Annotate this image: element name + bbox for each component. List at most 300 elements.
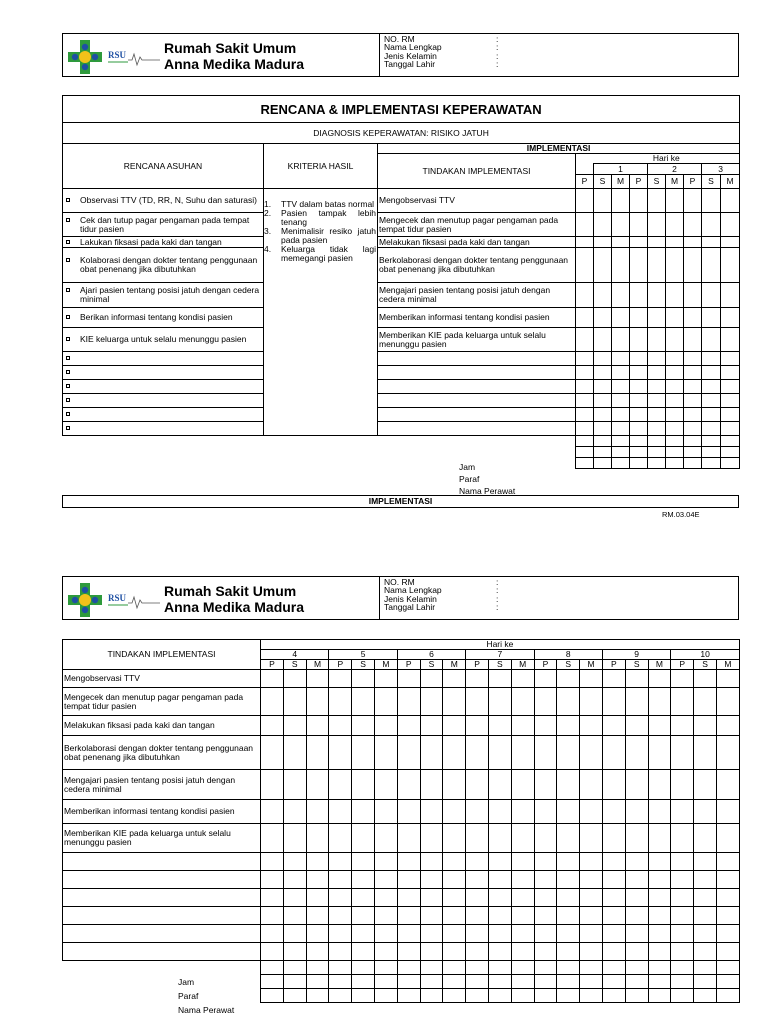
footer-cell[interactable] xyxy=(397,961,420,975)
shift-cell[interactable] xyxy=(630,422,648,436)
shift-cell[interactable] xyxy=(625,943,648,961)
shift-cell[interactable] xyxy=(702,237,721,248)
shift-cell[interactable] xyxy=(684,237,702,248)
shift-cell[interactable] xyxy=(612,422,630,436)
shift-cell[interactable] xyxy=(397,770,420,800)
shift-cell[interactable] xyxy=(612,394,630,408)
shift-cell[interactable] xyxy=(443,889,466,907)
footer-cell[interactable] xyxy=(557,989,580,1003)
shift-cell[interactable] xyxy=(397,824,420,853)
footer-cell[interactable] xyxy=(488,961,511,975)
footer-cell[interactable] xyxy=(534,975,557,989)
footer-cell[interactable] xyxy=(648,975,671,989)
footer-cell[interactable] xyxy=(283,989,306,1003)
shift-cell[interactable] xyxy=(306,716,329,736)
shift-cell[interactable] xyxy=(648,889,671,907)
shift-cell[interactable] xyxy=(374,871,397,889)
footer-cell[interactable] xyxy=(648,961,671,975)
shift-cell[interactable] xyxy=(329,889,352,907)
shift-cell[interactable] xyxy=(702,213,721,237)
footer-cell[interactable] xyxy=(671,975,694,989)
shift-cell[interactable] xyxy=(625,871,648,889)
footer-cell[interactable] xyxy=(511,961,534,975)
shift-cell[interactable] xyxy=(630,394,648,408)
shift-cell[interactable] xyxy=(443,736,466,770)
shift-cell[interactable] xyxy=(648,853,671,871)
footer-cell[interactable] xyxy=(702,458,721,469)
shift-cell[interactable] xyxy=(721,352,740,366)
footer-cell[interactable] xyxy=(261,975,284,989)
shift-cell[interactable] xyxy=(648,943,671,961)
shift-cell[interactable] xyxy=(352,716,375,736)
shift-cell[interactable] xyxy=(580,716,603,736)
footer-cell[interactable] xyxy=(721,447,740,458)
shift-cell[interactable] xyxy=(694,871,717,889)
shift-cell[interactable] xyxy=(306,871,329,889)
footer-cell[interactable] xyxy=(684,447,702,458)
shift-cell[interactable] xyxy=(716,853,739,871)
shift-cell[interactable] xyxy=(374,925,397,943)
footer-cell[interactable] xyxy=(716,989,739,1003)
shift-cell[interactable] xyxy=(594,248,612,283)
shift-cell[interactable] xyxy=(671,800,694,824)
shift-cell[interactable] xyxy=(511,824,534,853)
shift-cell[interactable] xyxy=(580,800,603,824)
shift-cell[interactable] xyxy=(329,800,352,824)
shift-cell[interactable] xyxy=(630,308,648,328)
shift-cell[interactable] xyxy=(488,824,511,853)
shift-cell[interactable] xyxy=(443,770,466,800)
shift-cell[interactable] xyxy=(397,871,420,889)
shift-cell[interactable] xyxy=(511,800,534,824)
shift-cell[interactable] xyxy=(580,943,603,961)
shift-cell[interactable] xyxy=(684,408,702,422)
shift-cell[interactable] xyxy=(534,853,557,871)
shift-cell[interactable] xyxy=(488,670,511,688)
footer-cell[interactable] xyxy=(329,961,352,975)
shift-cell[interactable] xyxy=(488,871,511,889)
shift-cell[interactable] xyxy=(466,800,489,824)
footer-cell[interactable] xyxy=(594,436,612,447)
shift-cell[interactable] xyxy=(420,770,443,800)
footer-cell[interactable] xyxy=(594,458,612,469)
shift-cell[interactable] xyxy=(666,422,684,436)
footer-cell[interactable] xyxy=(534,961,557,975)
shift-cell[interactable] xyxy=(511,889,534,907)
shift-cell[interactable] xyxy=(306,907,329,925)
shift-cell[interactable] xyxy=(306,853,329,871)
shift-cell[interactable] xyxy=(594,328,612,352)
shift-cell[interactable] xyxy=(488,907,511,925)
footer-cell[interactable] xyxy=(488,989,511,1003)
shift-cell[interactable] xyxy=(420,889,443,907)
footer-cell[interactable] xyxy=(666,447,684,458)
footer-cell[interactable] xyxy=(602,975,625,989)
footer-cell[interactable] xyxy=(534,989,557,1003)
shift-cell[interactable] xyxy=(306,925,329,943)
shift-cell[interactable] xyxy=(580,824,603,853)
shift-cell[interactable] xyxy=(580,688,603,716)
shift-cell[interactable] xyxy=(306,889,329,907)
shift-cell[interactable] xyxy=(594,366,612,380)
shift-cell[interactable] xyxy=(329,716,352,736)
shift-cell[interactable] xyxy=(352,925,375,943)
shift-cell[interactable] xyxy=(666,366,684,380)
shift-cell[interactable] xyxy=(374,824,397,853)
shift-cell[interactable] xyxy=(261,800,284,824)
footer-cell[interactable] xyxy=(716,975,739,989)
shift-cell[interactable] xyxy=(261,770,284,800)
shift-cell[interactable] xyxy=(671,889,694,907)
shift-cell[interactable] xyxy=(694,853,717,871)
shift-cell[interactable] xyxy=(466,716,489,736)
footer-cell[interactable] xyxy=(420,989,443,1003)
shift-cell[interactable] xyxy=(443,943,466,961)
footer-cell[interactable] xyxy=(671,989,694,1003)
shift-cell[interactable] xyxy=(557,800,580,824)
shift-cell[interactable] xyxy=(648,366,666,380)
shift-cell[interactable] xyxy=(352,770,375,800)
footer-cell[interactable] xyxy=(684,458,702,469)
footer-cell[interactable] xyxy=(648,989,671,1003)
footer-cell[interactable] xyxy=(576,458,594,469)
shift-cell[interactable] xyxy=(261,824,284,853)
shift-cell[interactable] xyxy=(694,770,717,800)
shift-cell[interactable] xyxy=(625,907,648,925)
footer-cell[interactable] xyxy=(397,975,420,989)
shift-cell[interactable] xyxy=(534,889,557,907)
shift-cell[interactable] xyxy=(534,800,557,824)
shift-cell[interactable] xyxy=(261,688,284,716)
footer-cell[interactable] xyxy=(306,975,329,989)
footer-cell[interactable] xyxy=(580,975,603,989)
shift-cell[interactable] xyxy=(612,328,630,352)
shift-cell[interactable] xyxy=(694,688,717,716)
shift-cell[interactable] xyxy=(443,800,466,824)
shift-cell[interactable] xyxy=(671,925,694,943)
shift-cell[interactable] xyxy=(261,871,284,889)
shift-cell[interactable] xyxy=(702,408,721,422)
shift-cell[interactable] xyxy=(261,889,284,907)
shift-cell[interactable] xyxy=(466,824,489,853)
shift-cell[interactable] xyxy=(648,907,671,925)
shift-cell[interactable] xyxy=(511,736,534,770)
footer-cell[interactable] xyxy=(576,436,594,447)
footer-cell[interactable] xyxy=(648,436,666,447)
footer-cell[interactable] xyxy=(420,961,443,975)
footer-cell[interactable] xyxy=(374,975,397,989)
shift-cell[interactable] xyxy=(576,422,594,436)
shift-cell[interactable] xyxy=(488,770,511,800)
shift-cell[interactable] xyxy=(283,907,306,925)
footer-cell[interactable] xyxy=(283,975,306,989)
shift-cell[interactable] xyxy=(684,328,702,352)
shift-cell[interactable] xyxy=(329,670,352,688)
shift-cell[interactable] xyxy=(721,366,740,380)
shift-cell[interactable] xyxy=(283,670,306,688)
shift-cell[interactable] xyxy=(594,213,612,237)
shift-cell[interactable] xyxy=(671,824,694,853)
footer-cell[interactable] xyxy=(443,975,466,989)
shift-cell[interactable] xyxy=(557,716,580,736)
shift-cell[interactable] xyxy=(397,670,420,688)
shift-cell[interactable] xyxy=(602,688,625,716)
shift-cell[interactable] xyxy=(671,853,694,871)
shift-cell[interactable] xyxy=(283,943,306,961)
shift-cell[interactable] xyxy=(648,736,671,770)
footer-cell[interactable] xyxy=(594,447,612,458)
shift-cell[interactable] xyxy=(648,422,666,436)
shift-cell[interactable] xyxy=(684,283,702,308)
footer-cell[interactable] xyxy=(602,989,625,1003)
shift-cell[interactable] xyxy=(576,328,594,352)
shift-cell[interactable] xyxy=(283,716,306,736)
shift-cell[interactable] xyxy=(594,189,612,213)
footer-cell[interactable] xyxy=(466,989,489,1003)
shift-cell[interactable] xyxy=(420,871,443,889)
shift-cell[interactable] xyxy=(671,688,694,716)
footer-cell[interactable] xyxy=(648,458,666,469)
shift-cell[interactable] xyxy=(397,943,420,961)
shift-cell[interactable] xyxy=(511,853,534,871)
shift-cell[interactable] xyxy=(594,237,612,248)
shift-cell[interactable] xyxy=(466,736,489,770)
shift-cell[interactable] xyxy=(721,283,740,308)
footer-cell[interactable] xyxy=(702,436,721,447)
shift-cell[interactable] xyxy=(576,248,594,283)
shift-cell[interactable] xyxy=(352,670,375,688)
shift-cell[interactable] xyxy=(648,189,666,213)
shift-cell[interactable] xyxy=(648,925,671,943)
footer-cell[interactable] xyxy=(443,961,466,975)
shift-cell[interactable] xyxy=(352,688,375,716)
shift-cell[interactable] xyxy=(702,283,721,308)
footer-cell[interactable] xyxy=(684,436,702,447)
shift-cell[interactable] xyxy=(716,688,739,716)
shift-cell[interactable] xyxy=(329,736,352,770)
footer-cell[interactable] xyxy=(625,989,648,1003)
shift-cell[interactable] xyxy=(306,688,329,716)
footer-cell[interactable] xyxy=(580,961,603,975)
shift-cell[interactable] xyxy=(306,943,329,961)
shift-cell[interactable] xyxy=(283,889,306,907)
shift-cell[interactable] xyxy=(630,380,648,394)
shift-cell[interactable] xyxy=(684,352,702,366)
shift-cell[interactable] xyxy=(648,824,671,853)
shift-cell[interactable] xyxy=(420,736,443,770)
shift-cell[interactable] xyxy=(420,925,443,943)
shift-cell[interactable] xyxy=(557,925,580,943)
shift-cell[interactable] xyxy=(612,283,630,308)
shift-cell[interactable] xyxy=(625,716,648,736)
footer-cell[interactable] xyxy=(261,989,284,1003)
shift-cell[interactable] xyxy=(694,736,717,770)
shift-cell[interactable] xyxy=(721,248,740,283)
shift-cell[interactable] xyxy=(466,770,489,800)
footer-cell[interactable] xyxy=(630,436,648,447)
shift-cell[interactable] xyxy=(329,925,352,943)
footer-cell[interactable] xyxy=(630,458,648,469)
shift-cell[interactable] xyxy=(557,770,580,800)
shift-cell[interactable] xyxy=(594,308,612,328)
shift-cell[interactable] xyxy=(374,943,397,961)
shift-cell[interactable] xyxy=(716,871,739,889)
footer-cell[interactable] xyxy=(671,961,694,975)
shift-cell[interactable] xyxy=(612,213,630,237)
shift-cell[interactable] xyxy=(630,189,648,213)
shift-cell[interactable] xyxy=(576,380,594,394)
shift-cell[interactable] xyxy=(443,925,466,943)
shift-cell[interactable] xyxy=(684,213,702,237)
shift-cell[interactable] xyxy=(666,248,684,283)
shift-cell[interactable] xyxy=(684,422,702,436)
footer-cell[interactable] xyxy=(694,961,717,975)
shift-cell[interactable] xyxy=(443,871,466,889)
shift-cell[interactable] xyxy=(420,943,443,961)
shift-cell[interactable] xyxy=(666,394,684,408)
shift-cell[interactable] xyxy=(648,248,666,283)
shift-cell[interactable] xyxy=(466,871,489,889)
shift-cell[interactable] xyxy=(534,925,557,943)
shift-cell[interactable] xyxy=(602,871,625,889)
shift-cell[interactable] xyxy=(721,328,740,352)
shift-cell[interactable] xyxy=(580,853,603,871)
shift-cell[interactable] xyxy=(397,716,420,736)
shift-cell[interactable] xyxy=(534,688,557,716)
shift-cell[interactable] xyxy=(576,408,594,422)
shift-cell[interactable] xyxy=(534,943,557,961)
shift-cell[interactable] xyxy=(612,308,630,328)
shift-cell[interactable] xyxy=(702,248,721,283)
shift-cell[interactable] xyxy=(612,189,630,213)
shift-cell[interactable] xyxy=(329,943,352,961)
shift-cell[interactable] xyxy=(602,907,625,925)
shift-cell[interactable] xyxy=(666,408,684,422)
footer-cell[interactable] xyxy=(557,961,580,975)
shift-cell[interactable] xyxy=(488,716,511,736)
shift-cell[interactable] xyxy=(625,800,648,824)
shift-cell[interactable] xyxy=(283,736,306,770)
shift-cell[interactable] xyxy=(261,853,284,871)
shift-cell[interactable] xyxy=(420,853,443,871)
shift-cell[interactable] xyxy=(684,189,702,213)
shift-cell[interactable] xyxy=(283,871,306,889)
shift-cell[interactable] xyxy=(648,871,671,889)
shift-cell[interactable] xyxy=(612,248,630,283)
shift-cell[interactable] xyxy=(702,380,721,394)
footer-cell[interactable] xyxy=(630,447,648,458)
shift-cell[interactable] xyxy=(612,352,630,366)
shift-cell[interactable] xyxy=(557,943,580,961)
shift-cell[interactable] xyxy=(694,889,717,907)
footer-cell[interactable] xyxy=(466,961,489,975)
shift-cell[interactable] xyxy=(420,670,443,688)
shift-cell[interactable] xyxy=(261,736,284,770)
shift-cell[interactable] xyxy=(671,907,694,925)
shift-cell[interactable] xyxy=(374,688,397,716)
shift-cell[interactable] xyxy=(443,907,466,925)
shift-cell[interactable] xyxy=(576,189,594,213)
shift-cell[interactable] xyxy=(261,943,284,961)
shift-cell[interactable] xyxy=(557,871,580,889)
footer-cell[interactable] xyxy=(612,447,630,458)
shift-cell[interactable] xyxy=(283,925,306,943)
shift-cell[interactable] xyxy=(557,736,580,770)
shift-cell[interactable] xyxy=(580,925,603,943)
shift-cell[interactable] xyxy=(694,670,717,688)
shift-cell[interactable] xyxy=(443,853,466,871)
shift-cell[interactable] xyxy=(594,380,612,394)
shift-cell[interactable] xyxy=(576,237,594,248)
shift-cell[interactable] xyxy=(466,688,489,716)
shift-cell[interactable] xyxy=(671,670,694,688)
shift-cell[interactable] xyxy=(702,189,721,213)
shift-cell[interactable] xyxy=(534,824,557,853)
footer-cell[interactable] xyxy=(329,989,352,1003)
shift-cell[interactable] xyxy=(534,670,557,688)
shift-cell[interactable] xyxy=(671,716,694,736)
shift-cell[interactable] xyxy=(306,824,329,853)
shift-cell[interactable] xyxy=(702,394,721,408)
shift-cell[interactable] xyxy=(488,925,511,943)
shift-cell[interactable] xyxy=(716,925,739,943)
shift-cell[interactable] xyxy=(716,824,739,853)
shift-cell[interactable] xyxy=(261,925,284,943)
shift-cell[interactable] xyxy=(594,394,612,408)
shift-cell[interactable] xyxy=(716,943,739,961)
footer-cell[interactable] xyxy=(511,975,534,989)
shift-cell[interactable] xyxy=(283,770,306,800)
shift-cell[interactable] xyxy=(511,716,534,736)
shift-cell[interactable] xyxy=(702,352,721,366)
shift-cell[interactable] xyxy=(443,824,466,853)
shift-cell[interactable] xyxy=(306,800,329,824)
shift-cell[interactable] xyxy=(557,824,580,853)
footer-cell[interactable] xyxy=(612,436,630,447)
shift-cell[interactable] xyxy=(534,871,557,889)
footer-cell[interactable] xyxy=(352,961,375,975)
footer-cell[interactable] xyxy=(625,975,648,989)
shift-cell[interactable] xyxy=(511,871,534,889)
shift-cell[interactable] xyxy=(329,871,352,889)
shift-cell[interactable] xyxy=(721,189,740,213)
shift-cell[interactable] xyxy=(466,943,489,961)
shift-cell[interactable] xyxy=(694,824,717,853)
shift-cell[interactable] xyxy=(648,352,666,366)
footer-cell[interactable] xyxy=(694,975,717,989)
footer-cell[interactable] xyxy=(721,458,740,469)
footer-cell[interactable] xyxy=(666,436,684,447)
shift-cell[interactable] xyxy=(625,770,648,800)
shift-cell[interactable] xyxy=(557,670,580,688)
shift-cell[interactable] xyxy=(648,213,666,237)
shift-cell[interactable] xyxy=(702,328,721,352)
shift-cell[interactable] xyxy=(580,736,603,770)
shift-cell[interactable] xyxy=(630,408,648,422)
shift-cell[interactable] xyxy=(420,800,443,824)
footer-cell[interactable] xyxy=(694,989,717,1003)
shift-cell[interactable] xyxy=(602,770,625,800)
shift-cell[interactable] xyxy=(329,824,352,853)
shift-cell[interactable] xyxy=(534,770,557,800)
shift-cell[interactable] xyxy=(702,366,721,380)
footer-cell[interactable] xyxy=(306,989,329,1003)
footer-cell[interactable] xyxy=(397,989,420,1003)
shift-cell[interactable] xyxy=(716,907,739,925)
shift-cell[interactable] xyxy=(716,889,739,907)
footer-cell[interactable] xyxy=(716,961,739,975)
shift-cell[interactable] xyxy=(594,352,612,366)
